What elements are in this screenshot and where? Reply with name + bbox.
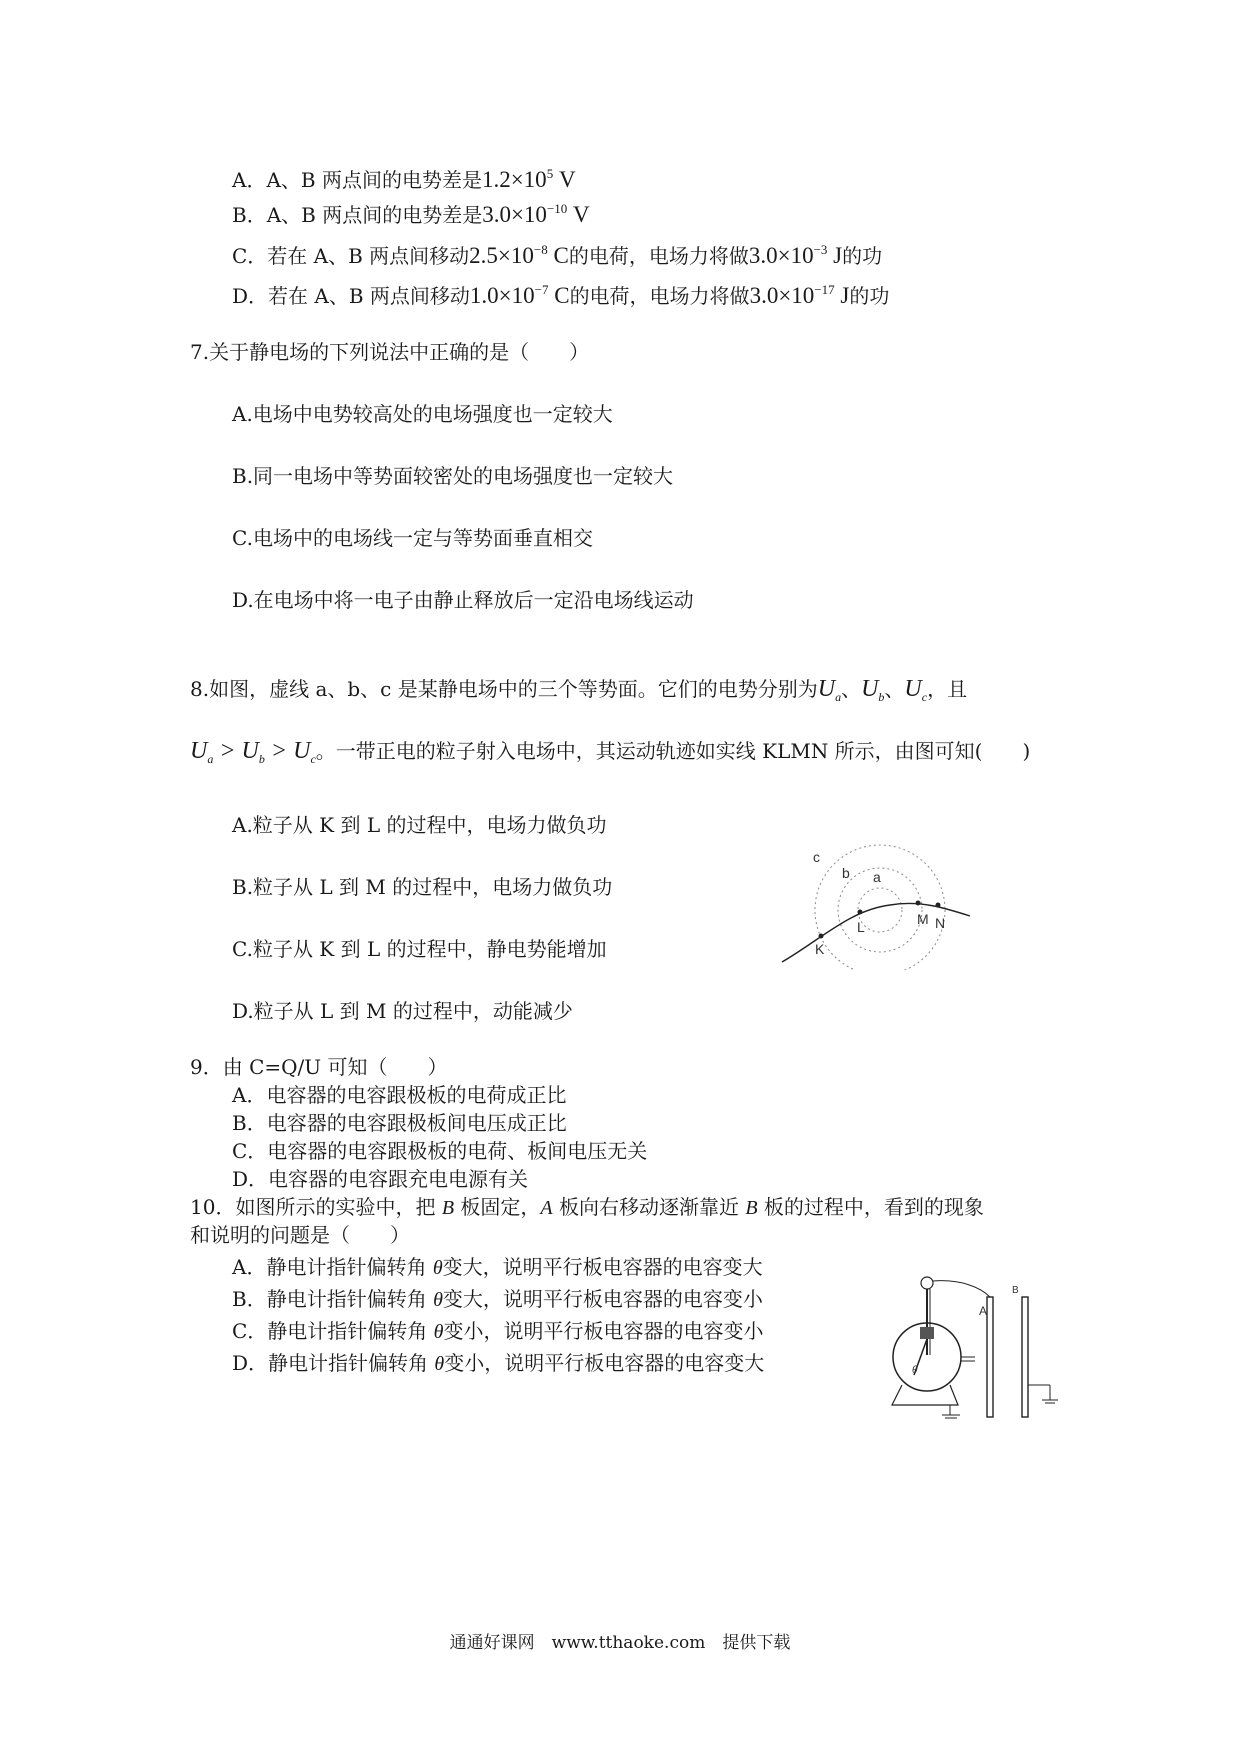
q10-option-c: C．静电计指针偏转角 θ变小，说明平行板电容器的电容变小 xyxy=(232,1319,764,1343)
q6-option-b-text: B．A、B 两点间的电势差是 xyxy=(232,203,483,227)
q6-option-d-text: D．若在 A、B 两点间移动 xyxy=(232,284,470,308)
q8-option-d: D.粒子从 L 到 M 的过程中，动能减少 xyxy=(232,999,573,1023)
q8-potential-ua: $U_a$ xyxy=(817,676,842,704)
q6-option-c-text: C．若在 A、B 两点间移动 xyxy=(232,244,470,268)
q6-option-c: C．若在 A、B 两点间移动$2.5\times 10^{-8}$ C的电荷，电场力将做$3.0\times 10^{-3}$ J的功 xyxy=(232,242,883,268)
q9-option-d: D．电容器的电容跟充电电源有关 xyxy=(232,1167,529,1191)
label-a: a xyxy=(873,869,881,885)
electroscope-knob xyxy=(921,1277,933,1289)
q8-option-c: C.粒子从 K 到 L 的过程中，静电势能增加 xyxy=(232,937,607,961)
label-n: N xyxy=(935,915,946,931)
trajectory-klmn xyxy=(782,903,970,962)
q7-option-b: B.同一电场中等势面较密处的电场强度也一定较大 xyxy=(232,464,674,488)
q10-stem-line2: 和说明的问题是（ ） xyxy=(190,1223,410,1247)
q9-stem: 9．由 C=Q/U 可知（ ） xyxy=(190,1055,448,1079)
q6-option-a-math: $1.2\times 10^5$ V xyxy=(481,166,576,192)
q10-stem-line1: 10．如图所示的实验中，把 B 板固定，A 板向右移动逐渐靠近 B 板的过程中，看到的现象 xyxy=(190,1195,984,1219)
q8-option-a: A.粒子从 K 到 L 的过程中，电场力做负功 xyxy=(232,813,607,837)
q8-stem-line1: 8.如图，虚线 a、b、c 是某静电场中的三个等势面。它们的电势分别为$U_a$、$U_b$、$U_c$，且 xyxy=(190,676,968,704)
label-plate-b: B xyxy=(1012,1285,1019,1296)
q6-option-b xyxy=(232,195,590,229)
q10-capacitor-figure xyxy=(880,1275,1070,1420)
q7-option-c: C.电场中的电场线一定与等势面垂直相交 xyxy=(232,526,593,550)
label-theta: θ xyxy=(912,1365,918,1376)
q8-field-figure xyxy=(770,840,980,970)
q6-option-a-text: A．A、B 两点间的电势差是 xyxy=(232,168,482,192)
q10-option-b: B．静电计指针偏转角 θ变大，说明平行板电容器的电容变小 xyxy=(232,1287,763,1311)
electroscope-base xyxy=(892,1385,958,1405)
label-c: c xyxy=(813,849,820,865)
q7-stem: 7.关于静电场的下列说法中正确的是（ ） xyxy=(190,340,590,364)
q6-option-a xyxy=(232,160,576,194)
q8-option-b: B.粒子从 L 到 M 的过程中，电场力做负功 xyxy=(232,875,613,899)
q8-potential-ub: $U_b$ xyxy=(861,676,885,704)
q7-option-d: D.在电场中将一电子由静止释放后一定沿电场线运动 xyxy=(232,588,694,612)
page-footer: 通通好课网 www.tthaoke.com 提供下载 xyxy=(449,1633,791,1653)
q8-inequality: $U_a > U_b > U_c$ xyxy=(190,738,316,766)
plate-b xyxy=(1022,1297,1028,1417)
q9-option-b: B．电容器的电容跟极板间电压成正比 xyxy=(232,1111,567,1135)
point-l xyxy=(858,910,863,915)
plate-a xyxy=(987,1297,993,1417)
q6-option-b-math: $3.0\times 10^{-10}$ V xyxy=(482,201,590,227)
q9-option-a: A．电容器的电容跟极板的电荷成正比 xyxy=(232,1083,567,1107)
label-l: L xyxy=(857,919,865,935)
connecting-wire xyxy=(933,1281,990,1297)
label-b: b xyxy=(842,865,850,881)
label-m: M xyxy=(917,911,929,927)
point-n xyxy=(936,903,941,908)
q8-potential-uc: $U_c$ xyxy=(904,676,928,704)
point-m xyxy=(916,901,921,906)
insulator xyxy=(920,1327,934,1339)
q7-option-a: A.电场中电势较高处的电场强度也一定较大 xyxy=(232,402,613,426)
label-plate-a: A xyxy=(979,1304,988,1318)
q10-option-a: A．静电计指针偏转角 θ变大，说明平行板电容器的电容变大 xyxy=(232,1255,763,1279)
q9-option-c: C．电容器的电容跟极板的电荷、板间电压无关 xyxy=(232,1139,648,1163)
q10-option-d: D．静电计指针偏转角 θ变小，说明平行板电容器的电容变大 xyxy=(232,1351,765,1375)
point-k xyxy=(819,934,824,939)
q6-option-d: D．若在 A、B 两点间移动$1.0\times 10^{-7}$ C的电荷，电场力将做$3.0\times 10^{-17}$ J的功 xyxy=(232,282,890,308)
q8-stem-line2: $U_a > U_b > U_c$。一带正电的粒子射入电场中，其运动轨迹如实线 KLMN 所示，由图可知( ) xyxy=(190,738,1031,766)
label-k: K xyxy=(815,941,825,957)
